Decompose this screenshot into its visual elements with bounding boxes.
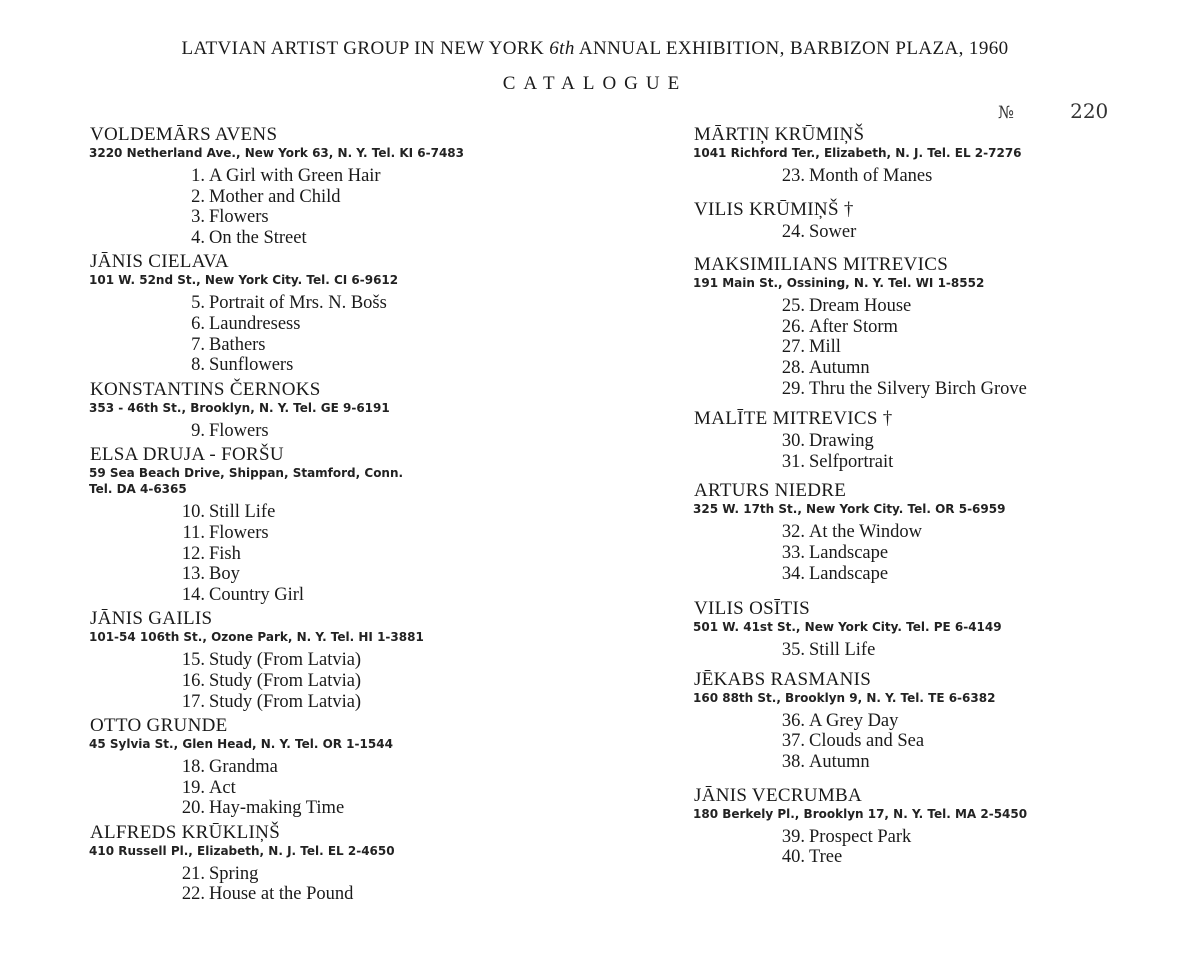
work-title: Flowers [209,420,269,441]
artist-address: 1041 Richford Ter., Elizabeth, N. J. Tel. EL 2-7276 [693,146,1022,160]
work-number: 25. [781,296,805,317]
work-item [172,650,630,671]
work-number: 8. [191,355,205,376]
artist-address: 410 Russell Pl., Elizabeth, N. J. Tel. EL 2-4650 [89,843,395,858]
artist-entry [694,124,1174,187]
artist-name: VILIS OSĪTIS [694,598,811,620]
work-number: 37. [781,731,805,752]
artist-entry [90,444,630,605]
artist-name: KONSTANTINS ČERNOKS [90,378,321,400]
work-title: Prospect Park [809,826,912,847]
work-item [172,757,630,778]
work-title: Grandma [209,757,278,778]
work-item [172,564,630,585]
work-title: Laundresess [209,313,301,334]
works-list [172,757,630,819]
work-item [172,314,630,335]
artist-entry [694,669,1174,773]
work-title: After Storm [809,316,898,337]
work-title: Selfportrait [809,451,894,472]
work-number: 17. [181,691,205,712]
work-number: 36. [781,710,805,731]
work-number: 12. [181,543,205,564]
work-number: 18. [181,757,205,778]
artist-name: JĒKABS RASMANIS [694,668,872,690]
works-list [172,421,630,442]
work-title: Landscape [809,542,889,563]
work-title: Mill [809,337,841,358]
left-column [90,124,630,908]
work-item [772,640,1174,661]
work-item [172,207,630,228]
work-title: Landscape [809,563,889,584]
work-title: Study (From Latvia) [209,670,362,691]
work-title: Country Girl [209,584,305,605]
artist-entry [694,199,1174,243]
work-item [772,522,1174,543]
works-list [772,640,1174,661]
work-number: 13. [181,564,205,585]
artist-entry [90,379,630,442]
work-item [172,671,630,692]
artist-address: 45 Sylvia St., Glen Head, N. Y. Tel. OR 1-1544 [89,737,393,752]
work-title: Flowers [209,207,269,228]
work-item [172,187,630,208]
artist-name: JĀNIS VECRUMBA [694,784,863,806]
work-title: Portrait of Mrs. N. Bošs [209,293,387,314]
work-number: 40. [781,847,805,868]
work-number: 20. [181,798,205,819]
artist-entry [90,124,630,248]
work-item [172,228,630,249]
work-item [172,864,630,885]
work-number: 3. [191,207,205,228]
catalogue-number [998,99,1108,123]
work-item [172,778,630,799]
artist-name: JĀNIS CIELAVA [90,251,229,273]
artist-entry [90,608,630,712]
work-number: 16. [181,670,205,691]
work-number: 21. [181,863,205,884]
work-title: Sunflowers [209,355,294,376]
work-number: 30. [781,431,805,452]
work-item [172,502,630,523]
artist-entry [694,254,1174,399]
work-item [172,293,630,314]
artist-entry [694,408,1174,472]
works-list [172,293,630,375]
work-number: 9. [191,420,205,441]
artist-name: ELSA DRUJA - FORŠU [90,444,284,466]
work-title: Still Life [809,640,876,661]
work-title: Act [209,777,236,798]
artist-entry [694,480,1174,584]
work-title: Study (From Latvia) [209,691,362,712]
work-number: 19. [181,777,205,798]
work-title: Drawing [809,431,874,452]
artist-address: 353 - 46th St., Brooklyn, N. Y. Tel. GE 9-6191 [89,400,390,415]
works-list [772,522,1174,584]
work-title: Month of Manes [809,166,933,186]
artist-address: 191 Main St., Ossining, N. Y. Tel. WI 1-8552 [693,276,985,291]
artist-name: ALFREDS KRŪKLIŅŠ [90,821,281,843]
artist-address-line2: Tel. DA 4-6365 [89,482,187,497]
work-item [772,317,1174,338]
work-number: 34. [781,563,805,584]
work-item [172,355,630,376]
artist-name: JĀNIS GAILIS [90,608,213,630]
artist-entry [694,785,1174,868]
work-title: Autumn [809,751,870,772]
artist-name: VILIS KRŪMIŅŠ † [694,198,854,220]
work-title: House at the Pound [209,884,354,905]
work-number: 32. [781,522,805,543]
work-item [772,431,1174,452]
work-item [772,296,1174,317]
work-number: 2. [191,186,205,207]
work-number: 26. [781,316,805,337]
work-title: Study (From Latvia) [209,650,362,671]
works-list [172,166,630,248]
work-title: Autumn [809,357,870,378]
work-item [772,222,1174,243]
work-title: Thru the Silvery Birch Grove [809,378,1027,399]
work-item [772,847,1174,868]
work-item [772,337,1174,358]
work-number: 15. [181,650,205,671]
title-before: LATVIAN ARTIST GROUP IN NEW YORK [181,38,550,59]
artist-address: 101-54 106th St., Ozone Park, N. Y. Tel. HI 1-3881 [89,630,424,645]
artist-entry [90,822,630,905]
work-number: 31. [781,451,805,472]
work-item [772,166,1174,187]
artist-address: 59 Sea Beach Drive, Shippan, Stamford, Conn. [89,466,404,481]
work-number: 35. [781,640,805,661]
work-title: Mother and Child [209,186,341,207]
work-item [772,358,1174,379]
work-number: 5. [191,293,205,314]
work-title: Clouds and Sea [809,731,925,752]
works-list [772,711,1174,773]
work-item [772,379,1174,400]
work-title: Hay-making Time [209,798,345,819]
work-number: 27. [781,337,805,358]
work-title: Fish [209,543,241,564]
work-number: 22. [181,884,205,905]
artist-name: VOLDEMĀRS AVENS [90,124,278,145]
work-item [172,692,630,713]
works-list [772,431,1174,472]
work-title: Dream House [809,296,912,317]
works-list [172,864,630,905]
works-list [772,827,1174,868]
number-label: № [998,103,1015,123]
work-item [772,543,1174,564]
work-title: A Grey Day [809,710,899,731]
work-item [172,884,630,905]
work-title: Tree [809,847,843,868]
work-title: Flowers [209,522,269,543]
artist-address: 325 W. 17th St., New York City. Tel. OR 5-6959 [693,502,1006,517]
number-value: 220 [1070,99,1109,123]
artist-entry [90,715,630,819]
works-list [772,166,1174,187]
artist-address: 501 W. 41st St., New York City. Tel. PE 6-4149 [693,620,1002,635]
work-number: 39. [781,826,805,847]
artist-name: MĀRTIŅ KRŪMIŅŠ [694,124,865,145]
artist-name: ARTURS NIEDRE [694,480,847,502]
works-list [172,650,630,712]
catalogue-heading: CATALOGUE [502,73,688,94]
work-number: 14. [181,584,205,605]
work-item [172,798,630,819]
work-item [172,585,630,606]
artist-entry [694,598,1174,661]
title-after: ANNUAL EXHIBITION, BARBIZON PLAZA, 1960 [574,38,1009,59]
work-item [172,166,630,187]
work-item [172,544,630,565]
work-title: Sower [809,221,857,242]
work-title: Bathers [209,334,266,355]
work-title: Spring [209,863,259,884]
artist-address: 3220 Netherland Ave., New York 63, N. Y. Tel. KI 6-7483 [89,146,464,160]
work-title: At the Window [809,522,922,543]
work-number: 23. [781,166,805,186]
work-number: 24. [781,221,805,242]
work-item [172,421,630,442]
work-number: 10. [181,502,205,523]
right-column [694,124,1174,871]
work-item [772,564,1174,585]
works-list [172,502,630,605]
work-title: Boy [209,564,240,585]
title-ordinal: 6th [549,38,575,59]
artist-address: 180 Berkely Pl., Brooklyn 17, N. Y. Tel. MA 2-5450 [693,806,1028,821]
work-item [772,827,1174,848]
artist-address: 160 88th St., Brooklyn 9, N. Y. Tel. TE 6-6382 [693,690,996,705]
work-number: 7. [191,334,205,355]
artist-name: MALĪTE MITREVICS † [694,408,893,430]
artist-entry [90,251,630,375]
work-number: 38. [781,751,805,772]
work-number: 33. [781,542,805,563]
work-title: Still Life [209,502,276,523]
work-number: 6. [191,313,205,334]
artist-address: 101 W. 52nd St., New York City. Tel. CI 6-9612 [89,273,399,288]
work-title: On the Street [209,227,307,248]
works-list [772,222,1174,243]
exhibition-title [0,38,1190,60]
work-number: 1. [191,166,205,186]
work-number: 28. [781,357,805,378]
work-item [772,452,1174,473]
work-title: A Girl with Green Hair [209,166,381,186]
work-number: 29. [781,378,805,399]
work-number: 4. [191,227,205,248]
work-item [772,731,1174,752]
artist-name: MAKSIMILIANS MITREVICS [694,254,949,276]
work-item [172,523,630,544]
work-item [772,711,1174,732]
work-item [172,335,630,356]
works-list [772,296,1174,399]
work-number: 11. [182,522,205,543]
work-item [772,752,1174,773]
artist-name: OTTO GRUNDE [90,715,228,737]
